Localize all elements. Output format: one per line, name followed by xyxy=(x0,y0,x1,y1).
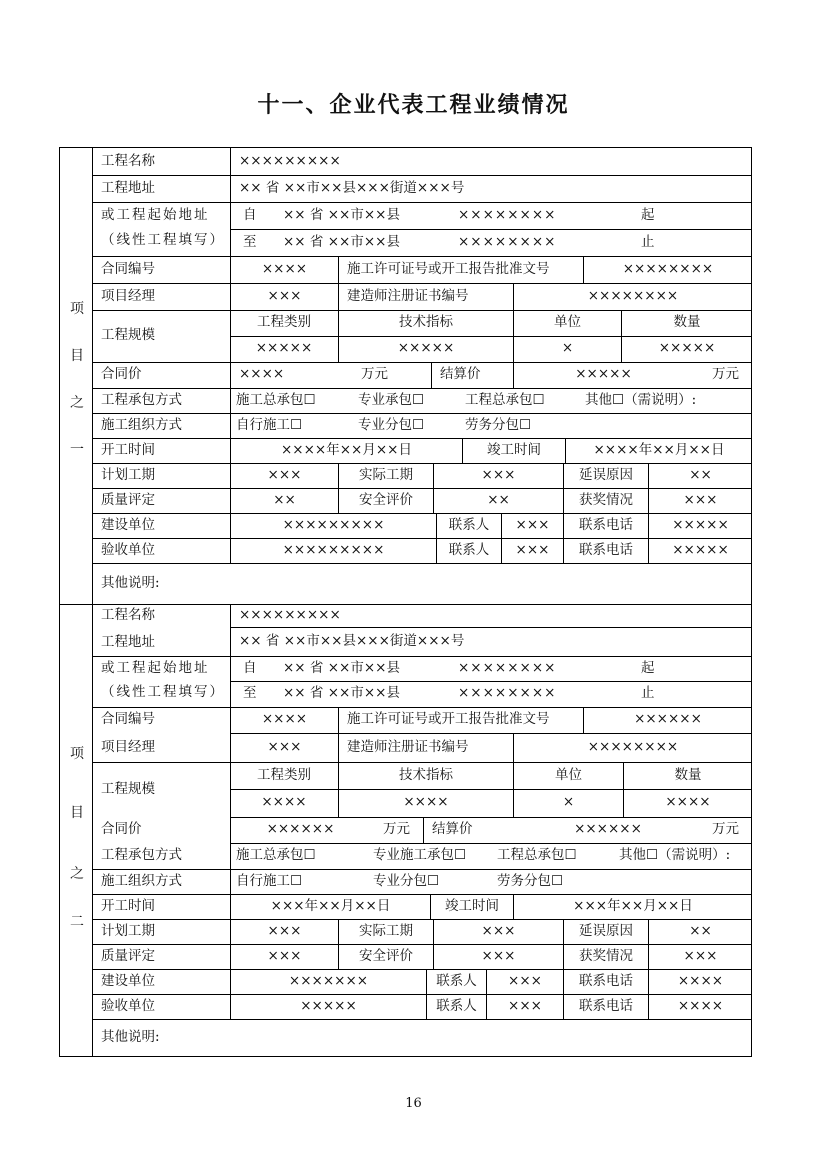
contract-mode-option[interactable]: 工程总承包☐ xyxy=(465,391,545,408)
contract-price-value: ×××× xyxy=(230,362,350,388)
org-mode-option[interactable]: 专业分包☐ xyxy=(373,872,440,889)
scale-qty-value: ×××× xyxy=(623,789,752,817)
start-time-value: ×××年××月××日 xyxy=(230,894,430,919)
scale-header-type: 工程类别 xyxy=(257,314,311,331)
scale-header-index: 技术指标 xyxy=(338,310,513,336)
award-value: ××× xyxy=(648,944,752,969)
cert-label: 建造师注册证书编号 xyxy=(338,733,513,762)
side-char: 目 xyxy=(70,348,84,364)
org-mode-option[interactable]: 自行施工☐ xyxy=(236,872,303,889)
pm-value: ××× xyxy=(230,733,338,762)
acceptor-label: 验收单位 xyxy=(101,541,155,558)
plan-label: 计划工期 xyxy=(101,466,155,483)
permit-label: 施工许可证号或开工报告批准文号 xyxy=(338,256,583,283)
project-side-label xyxy=(59,147,93,605)
from-street: ×××××××× xyxy=(458,659,557,676)
contract-mode-option[interactable]: 其他☐（需说明）: xyxy=(619,847,731,864)
cert-label: 建造师注册证书编号 xyxy=(338,283,513,310)
side-char: 二 xyxy=(70,914,84,930)
to-label: 至 xyxy=(243,685,257,702)
safety-value: ××× xyxy=(433,944,563,969)
end-time-value: ×××年××月××日 xyxy=(513,894,752,919)
to-label: 至 xyxy=(243,233,257,250)
builder-label: 建设单位 xyxy=(101,972,155,989)
acceptor-phone-value: ×××× xyxy=(648,994,752,1019)
end-time-label: 竣工时间 xyxy=(430,894,513,919)
scale-unit-value: × xyxy=(513,789,623,817)
plan-value: ××× xyxy=(230,919,338,944)
scale-label: 工程规模 xyxy=(101,780,155,797)
builder-phone-value: ×××× xyxy=(648,969,752,994)
acceptor-phone-label: 联系电话 xyxy=(563,994,648,1019)
plan-value: ××× xyxy=(230,463,338,488)
scale-header-index: 技术指标 xyxy=(338,762,513,789)
safety-value: ×× xyxy=(433,488,563,513)
scale-index-value: ×××× xyxy=(338,789,513,817)
actual-label: 实际工期 xyxy=(338,463,433,488)
from-label: 自 xyxy=(243,659,257,676)
builder-contact-label: 联系人 xyxy=(436,513,501,538)
contract-mode-option[interactable]: 专业承包☐ xyxy=(358,391,425,408)
start-time-label: 开工时间 xyxy=(101,441,155,458)
cert-value: ×××××××× xyxy=(513,283,752,310)
builder-value: ××××××× xyxy=(230,969,426,994)
acceptor-value: ××××× xyxy=(230,994,426,1019)
scale-index-value: ××××× xyxy=(338,336,513,362)
quality-value: ××× xyxy=(230,944,338,969)
from-region: ×× 省 ××市××县 xyxy=(283,206,400,223)
from-suffix: 起 xyxy=(641,206,655,223)
builder-phone-label: 联系电话 xyxy=(563,969,648,994)
to-street: ×××××××× xyxy=(458,685,557,702)
actual-label: 实际工期 xyxy=(338,919,433,944)
from-suffix: 起 xyxy=(641,659,655,676)
org-mode-label: 施工组织方式 xyxy=(101,872,182,889)
acceptor-label: 验收单位 xyxy=(101,997,155,1014)
end-time-value: ××××年××月××日 xyxy=(565,438,752,463)
builder-contact-label: 联系人 xyxy=(426,969,486,994)
builder-value: ××××××××× xyxy=(230,513,436,538)
actual-value: ××× xyxy=(433,919,563,944)
start-address-label: 或工程起始地址 xyxy=(101,207,210,224)
contract-mode-label: 工程承包方式 xyxy=(101,847,182,864)
award-label: 获奖情况 xyxy=(563,488,648,513)
org-mode-option[interactable]: 专业分包☐ xyxy=(358,416,425,433)
actual-value: ××× xyxy=(433,463,563,488)
to-suffix: 止 xyxy=(641,233,655,250)
end-time-label: 竣工时间 xyxy=(462,438,565,463)
contract-price-label: 合同价 xyxy=(101,366,142,383)
settle-label: 结算价 xyxy=(423,817,513,843)
acceptor-contact-label: 联系人 xyxy=(436,538,501,563)
pm-label: 项目经理 xyxy=(101,738,155,755)
side-char: 项 xyxy=(70,301,84,317)
award-label: 获奖情况 xyxy=(563,944,648,969)
other-notes-label: 其他说明: xyxy=(101,1028,160,1045)
safety-label: 安全评价 xyxy=(338,488,433,513)
contract-mode-option[interactable]: 施工总承包☐ xyxy=(236,847,316,864)
settle-value: ×××××× xyxy=(574,821,642,838)
contract-mode-option[interactable]: 施工总承包☐ xyxy=(236,391,316,408)
page-title: 十一、企业代表工程业绩情况 xyxy=(257,93,570,118)
name-value: ××××××××× xyxy=(230,605,752,627)
acceptor-contact-label: 联系人 xyxy=(426,994,486,1019)
org-mode-option[interactable]: 自行施工☐ xyxy=(236,416,303,433)
pm-value: ××× xyxy=(230,283,338,310)
name-label: 工程名称 xyxy=(101,152,155,169)
scale-header-qty: 数量 xyxy=(621,310,752,336)
name-value: ××××××××× xyxy=(230,148,752,175)
scale-header-qty: 数量 xyxy=(623,762,752,789)
permit-value: ×××××××× xyxy=(583,256,752,283)
to-suffix: 止 xyxy=(641,685,655,702)
scale-header-unit: 单位 xyxy=(513,310,621,336)
side-char: 项 xyxy=(70,746,84,762)
page-number: 16 xyxy=(405,1096,422,1111)
to-region: ×× 省 ××市××县 xyxy=(283,233,400,250)
contract-mode-label: 工程承包方式 xyxy=(101,391,182,408)
quality-label: 质量评定 xyxy=(101,491,155,508)
project-block-2 xyxy=(59,604,752,1057)
contract-price-value: ×××××× xyxy=(230,817,370,843)
acceptor-contact-value: ××× xyxy=(501,538,563,563)
to-region: ×× 省 ××市××县 xyxy=(283,685,400,702)
org-mode-label: 施工组织方式 xyxy=(101,416,182,433)
acceptor-phone-value: ××××× xyxy=(648,538,752,563)
scale-type-value: ××××× xyxy=(255,340,313,357)
award-value: ××× xyxy=(648,488,752,513)
scale-label: 工程规模 xyxy=(101,327,155,344)
builder-phone-value: ××××× xyxy=(648,513,752,538)
side-char: 一 xyxy=(70,442,84,458)
acceptor-value: ××××××××× xyxy=(230,538,436,563)
plan-label: 计划工期 xyxy=(101,922,155,939)
org-mode-option[interactable]: 劳务分包☐ xyxy=(465,416,532,433)
contract-mode-option[interactable]: 工程总承包☐ xyxy=(497,847,577,864)
scale-header-type: 工程类别 xyxy=(257,766,311,783)
address-label: 工程地址 xyxy=(101,633,155,650)
contract-no-value: ×××× xyxy=(230,707,338,733)
builder-contact-value: ××× xyxy=(501,513,563,538)
project-table xyxy=(92,147,752,605)
start-address-label: 或工程起始地址 xyxy=(101,660,210,677)
quality-value: ×× xyxy=(230,488,338,513)
safety-label: 安全评价 xyxy=(338,944,433,969)
address-value: ×× 省 ××市××县×××街道×××号 xyxy=(230,175,752,202)
acceptor-contact-value: ××× xyxy=(486,994,563,1019)
delay-label: 延误原因 xyxy=(563,919,648,944)
name-label: 工程名称 xyxy=(101,607,155,624)
builder-contact-value: ××× xyxy=(486,969,563,994)
settle-unit: 万元 xyxy=(712,821,739,838)
from-region: ×× 省 ××市××县 xyxy=(283,659,400,676)
settle-unit: 万元 xyxy=(712,366,739,383)
address-value: ×× 省 ××市××县×××街道×××号 xyxy=(230,627,752,656)
contract-no-label: 合同编号 xyxy=(101,711,155,728)
cert-value: ×××××××× xyxy=(513,733,752,762)
from-label: 自 xyxy=(243,206,257,223)
contract-no-value: ×××× xyxy=(230,256,338,283)
builder-label: 建设单位 xyxy=(101,516,155,533)
pm-label: 项目经理 xyxy=(101,287,155,304)
side-char: 之 xyxy=(70,866,84,882)
delay-value: ×× xyxy=(648,463,752,488)
settle-value: ××××× xyxy=(513,362,693,388)
contract-mode-option[interactable]: 其他☐（需说明）: xyxy=(585,391,697,408)
side-char: 之 xyxy=(70,395,84,411)
scale-unit-value: × xyxy=(513,336,621,362)
to-street: ×××××××× xyxy=(458,233,557,250)
acceptor-phone-label: 联系电话 xyxy=(563,538,648,563)
quality-label: 质量评定 xyxy=(101,947,155,964)
from-street: ×××××××× xyxy=(458,206,557,223)
start-address-note: （线性工程填写） xyxy=(101,232,225,249)
project-table xyxy=(92,604,752,1057)
permit-label: 施工许可证号或开工报告批准文号 xyxy=(338,707,583,733)
start-time-value: ××××年××月××日 xyxy=(230,438,462,463)
delay-label: 延误原因 xyxy=(563,463,648,488)
start-time-label: 开工时间 xyxy=(101,897,155,914)
contract-mode-option[interactable]: 专业施工承包☐ xyxy=(373,847,467,864)
org-mode-option[interactable]: 劳务分包☐ xyxy=(497,872,564,889)
settle-label: 结算价 xyxy=(431,362,513,388)
contract-price-unit: 万元 xyxy=(361,366,388,383)
scale-qty-value: ××××× xyxy=(621,336,752,362)
delay-value: ×× xyxy=(648,919,752,944)
scale-header-unit: 单位 xyxy=(513,762,623,789)
contract-no-label: 合同编号 xyxy=(101,260,155,277)
contract-price-unit: 万元 xyxy=(383,821,410,838)
contract-price-label: 合同价 xyxy=(101,821,142,838)
project-block-1 xyxy=(59,147,752,605)
project-side-label xyxy=(59,604,93,1057)
other-notes-label: 其他说明: xyxy=(101,574,160,591)
scale-type-value: ×××× xyxy=(261,794,307,811)
address-label: 工程地址 xyxy=(101,179,155,196)
builder-phone-label: 联系电话 xyxy=(563,513,648,538)
permit-value: ×××××× xyxy=(583,707,752,733)
start-address-note: （线性工程填写） xyxy=(101,684,225,701)
side-char: 目 xyxy=(70,805,84,821)
